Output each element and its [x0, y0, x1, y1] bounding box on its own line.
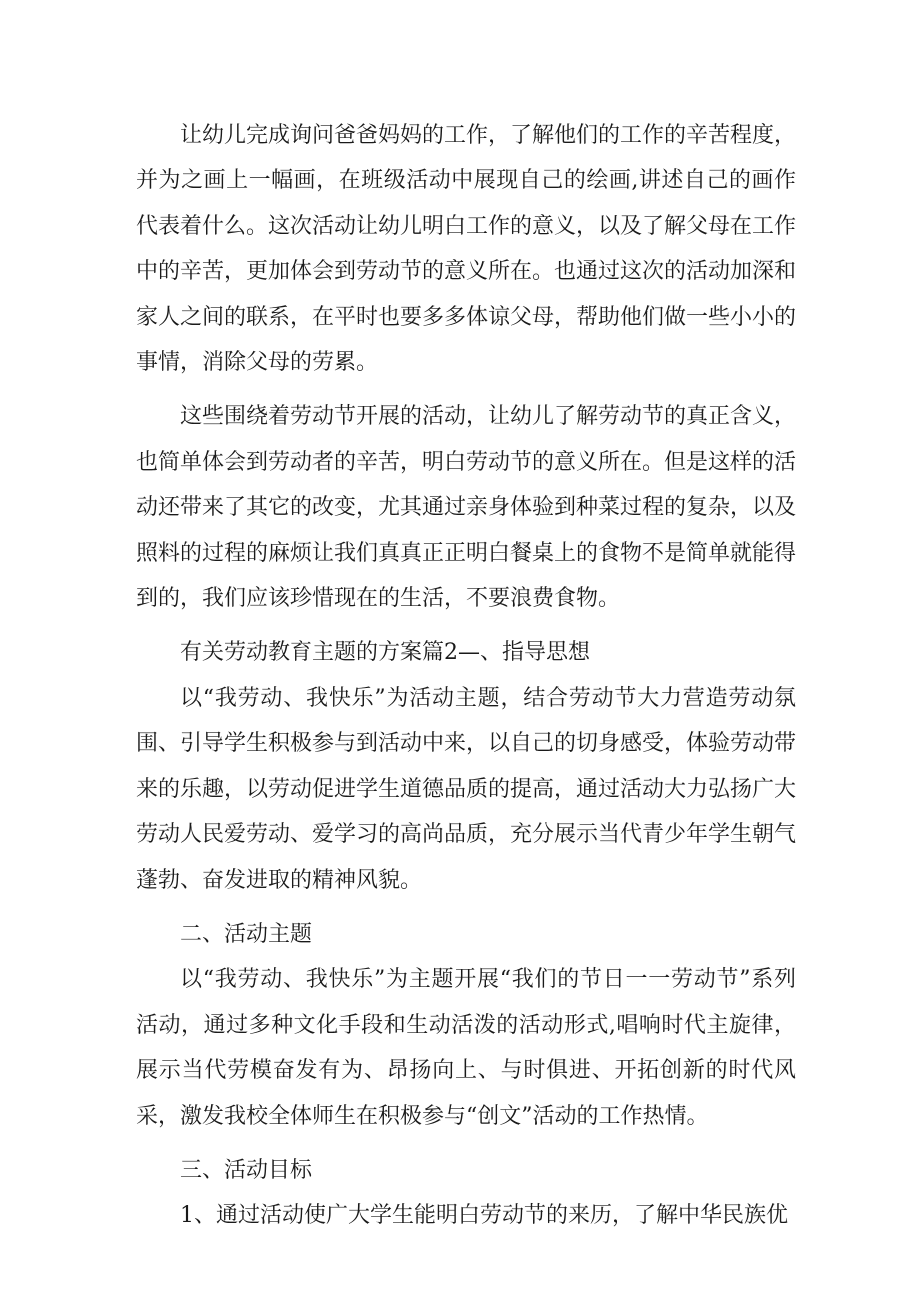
document-body — [136, 113, 796, 1239]
paragraph-child-activity: 让幼儿完成询问爸爸妈妈的工作，了解他们的工作的辛苦程度，并为之画上一幅画，在班级活动中展现自己的绘画,讲述自己的画作代表着什么。这次活动让幼儿明白工作的意义，以及了解父母在工作中的辛苦，更加体会到劳动节的意义所在。也通过这次的活动加深和家人之间的联系，在平时也要多多体谅父母，帮助他们做一些小小的事情，消除父母的劳累。 — [136, 123, 797, 376]
section-heading-activity-theme: 二、活动主题 — [180, 921, 313, 947]
section-heading-activity-goals: 三、活动目标 — [180, 1157, 313, 1183]
paragraph-guiding-ideology: 以“我劳动、我快乐”为活动主题，结合劳动节大力营造劳动氛围、引导学生积极参与到活动中来，以自己的切身感受，体验劳动带来的乐趣，以劳动促进学生道德品质的提高，通过活动大力弘扬广大劳动人民爱劳动、爱学习的高尚品质，充分展示当代青少年学生朝气蓬勃、奋发进取的精神风貌。 — [136, 685, 797, 893]
paragraph-activity-theme: 以“我劳动、我快乐”为主题开展“我们的节日一一劳动节”系列活动，通过多种文化手段和生动活泼的活动形式,唱响时代主旋律，展示当代劳模奋发有为、昂扬向上、与时俱进、开拓创新的时代风采，激发我校全体师生在积极参与“创文”活动的工作热情。 — [136, 967, 796, 1129]
section-heading-guiding-ideology: 有关劳动教育主题的方案篇2—、指导思想 — [180, 640, 590, 666]
paragraph-activity-summary: 这些围绕着劳动节开展的活动，让幼儿了解劳动节的真正含义，也简单体会到劳动者的辛苦，明白劳动节的意义所在。但是这样的活动还带来了其它的改变，尤其通过亲身体验到种菜过程的复杂，以及照料的过程的麻烦让我们真真正正明白餐桌上的食物不是简单就能得到的，我们应该珍惜现在的生活，不要浪费食物。 — [136, 404, 797, 612]
paragraph-goal-1: 1、通过活动使广大学生能明白劳动节的来历，了解中华民族优 — [180, 1203, 788, 1229]
